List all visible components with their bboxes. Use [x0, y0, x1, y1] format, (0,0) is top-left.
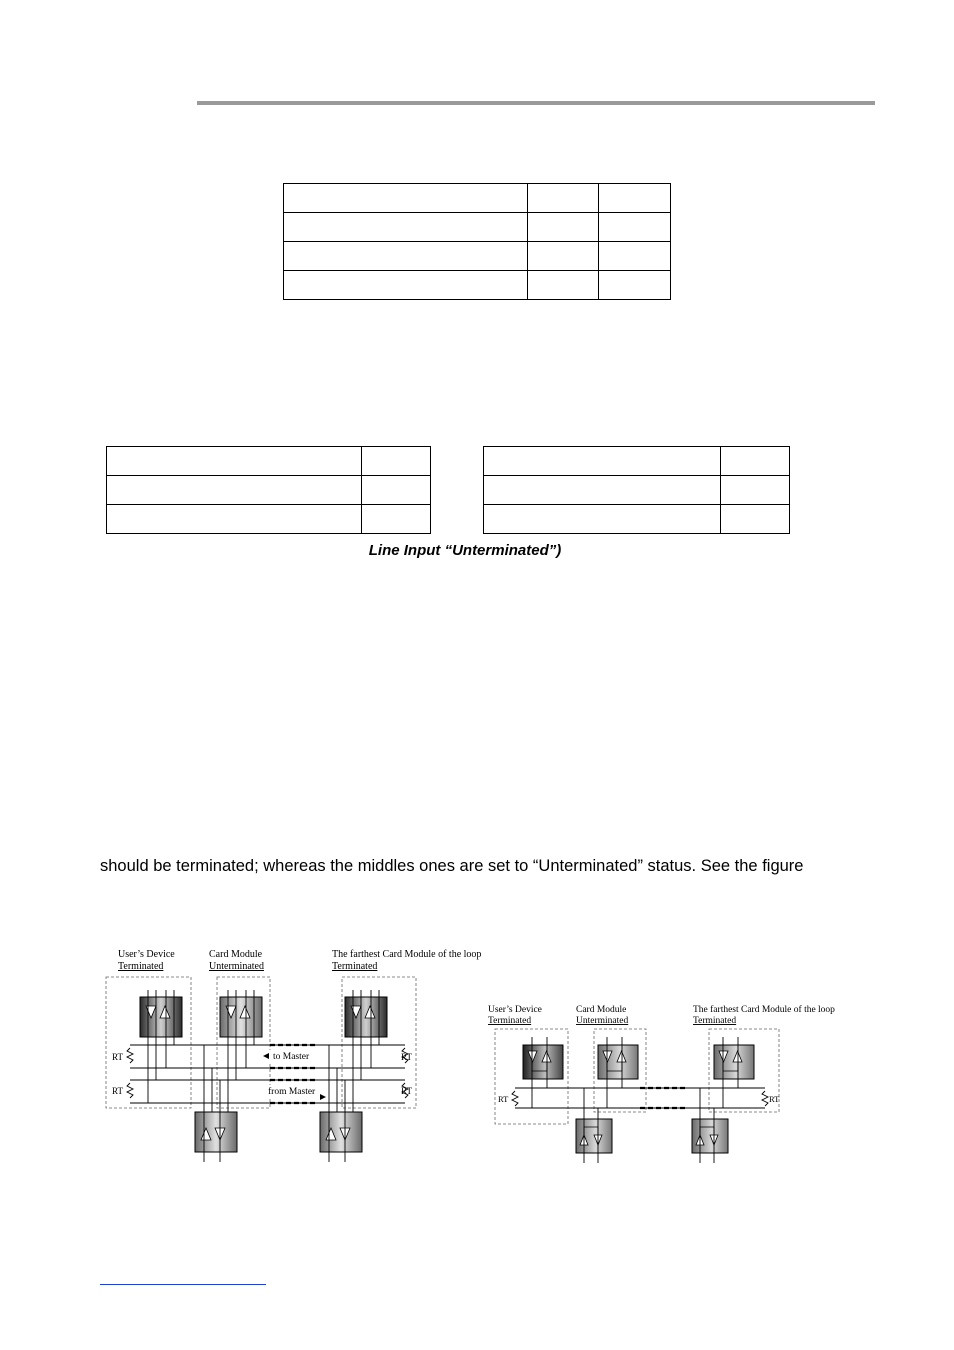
label-farthest: The farthest Card Module of the loop: [693, 1005, 835, 1015]
transceiver-icon: [598, 1045, 638, 1079]
transceiver-icon: [576, 1119, 612, 1153]
label-rt: RT: [112, 1086, 123, 1096]
transceiver-icon: [523, 1045, 563, 1079]
table-row: [284, 184, 671, 213]
transceiver-icon: [714, 1045, 754, 1079]
transceiver-icon: [140, 997, 182, 1037]
setting-table-left: [106, 446, 431, 534]
header-rule: [197, 101, 875, 105]
label-rt: RT: [112, 1052, 123, 1062]
label-farthest-state: Terminated: [332, 961, 378, 972]
table-row: [284, 213, 671, 242]
table-row: [107, 447, 431, 476]
label-farthest: The farthest Card Module of the loop: [332, 949, 482, 960]
transceiver-icon: [220, 997, 262, 1037]
transceiver-icon: [345, 997, 387, 1037]
label-rt: RT: [401, 1086, 412, 1096]
two-wire-termination-diagram: [480, 995, 860, 1175]
table-row: [107, 505, 431, 534]
label-user-device: User’s Device: [118, 949, 175, 960]
label-card-state: Unterminated: [209, 961, 264, 972]
table-caption: Line Input “Unterminated”): [368, 542, 562, 559]
arrow-left-icon: [263, 1053, 269, 1059]
table-row: [284, 271, 671, 300]
transceiver-icon: [195, 1112, 237, 1152]
label-card-module: Card Module: [576, 1005, 627, 1015]
label-card-module: Card Module: [209, 949, 263, 960]
label-from-master: from Master: [268, 1087, 316, 1097]
label-rt: RT: [769, 1094, 780, 1104]
footer-link-underline[interactable]: [100, 1284, 266, 1285]
transceiver-icon: [320, 1112, 362, 1152]
four-wire-termination-diagram: [100, 940, 490, 1170]
table-row: [284, 242, 671, 271]
table-row: [484, 476, 790, 505]
label-user-state: Terminated: [488, 1016, 532, 1026]
label-card-state: Unterminated: [576, 1016, 629, 1026]
table-row: [484, 505, 790, 534]
label-farthest-state: Terminated: [693, 1016, 737, 1026]
label-to-master: to Master: [273, 1052, 310, 1062]
label-rt: RT: [498, 1094, 509, 1104]
label-user-state: Terminated: [118, 961, 164, 972]
body-paragraph: should be terminated; whereas the middles ones are set to “Unterminated” status. See the figure: [100, 857, 804, 875]
table-row: [107, 476, 431, 505]
arrow-right-icon: [320, 1094, 326, 1100]
setting-table-right: [483, 446, 790, 534]
label-user-device: User’s Device: [488, 1005, 542, 1015]
table-row: [484, 447, 790, 476]
label-rt: RT: [401, 1052, 412, 1062]
transceiver-icon: [692, 1119, 728, 1153]
spec-table-top: [283, 183, 671, 300]
